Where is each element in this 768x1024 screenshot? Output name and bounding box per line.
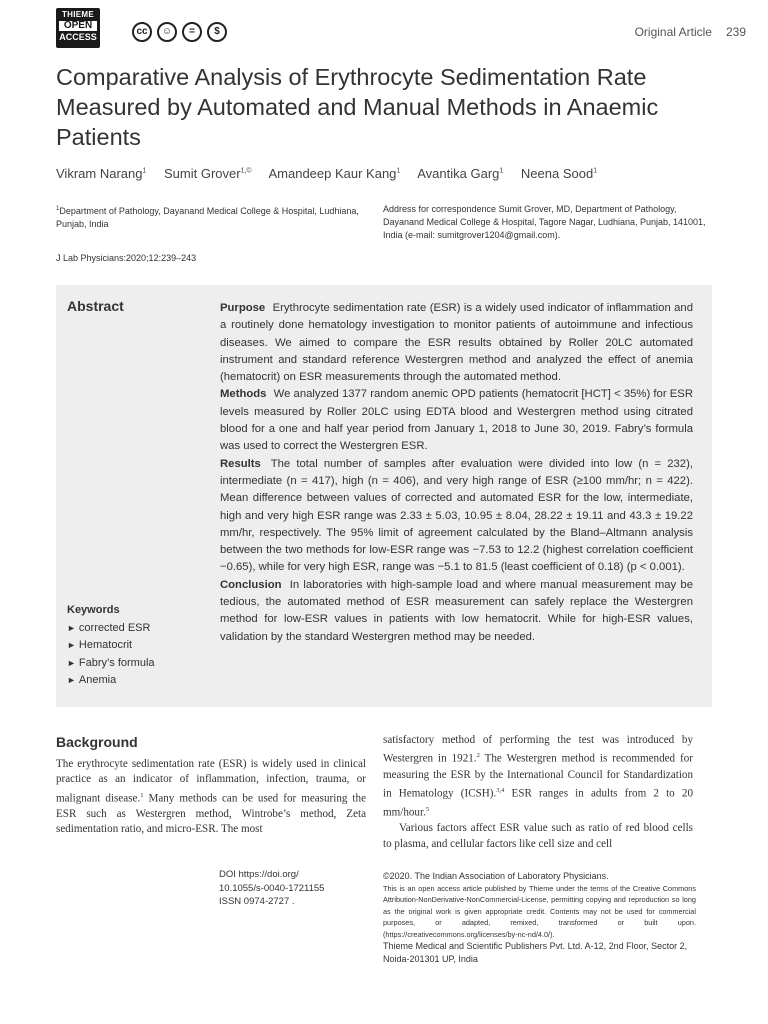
author[interactable]: Avantika Garg$^1$ — [417, 166, 504, 181]
keyword-item[interactable]: ► Fabry’s formula — [67, 656, 155, 669]
author[interactable]: Sumit Grover$^{1,©}$ — [164, 166, 252, 181]
abstract-results: Results The total number of samples after evaluation were divided into low (n = 232), intermediate (n = 417), high (n = 406), and very high range of ESR (≥100 mm/hr; n = 422). Mean difference between values of corrected and automated ESR for the low, intermediate, high and very high ESR range was 2.33 ± 5.03, 10.95 ± 8.04, 28.22 ± 19.11 and 43.3 ± 19.22 mm/hr, respectively. The 95% limit of agreement calculated by the Bland–Altmann analysis between the two methods for low-ESR range was −7.53 to 12.2 (highest correlation coefficient −0.65), while for very high ESR, range was −5.1 to 81.5 (least coefficient of 0.18) (p < 0.001). — [220, 457, 693, 574]
issn: ISSN 0974-2727 . — [219, 896, 295, 907]
non-commercial-icon: $ — [207, 22, 227, 42]
body-column-left — [56, 757, 366, 838]
reference-link[interactable]: 1 — [140, 791, 144, 799]
reference-link[interactable]: 3,4 — [496, 786, 505, 794]
author-list — [56, 166, 611, 181]
body-column-right — [383, 733, 693, 852]
reference-link[interactable]: 2 — [476, 752, 480, 760]
doi-block — [219, 868, 369, 909]
author[interactable]: Amandeep Kaur Kang$^1$ — [268, 166, 401, 181]
background-paragraph: The erythrocyte sedimentation rate (ESR) is widely used in clinical practice as an indicator of inflammation, infection, trauma, or malignant disease.$^1$ Many methods can be used for measuring the ESR such as Westergren method, Wintrobe’s method, Zeta sedimentation ratio, and micro-ESR. The most — [56, 758, 366, 836]
abstract-body — [220, 300, 693, 646]
license-icons — [132, 22, 227, 42]
publisher-address: Thieme Medical and Scientific Publishers Pvt. Ltd. A-12, 2nd Floor, Sector 2, Noida-201301 UP, India — [383, 941, 688, 964]
abstract-conclusion: Conclusion In laboratories with high-sample load and where manual measurement may be tedious, the automated method of ESR measurement can safely replace the Westergren method for low-ESR values in patients with low hematocrit. While for high-ESR values, validation by the standard Westergren method may be needed. — [220, 578, 693, 643]
keyword-item[interactable]: ► Hematocrit — [67, 639, 133, 651]
background-heading: Background — [56, 734, 138, 750]
article-title: Comparative Analysis of Erythrocyte Sedimentation Rate Measured by Automated and Manual Methods in Anaemic Patients — [56, 64, 659, 150]
abstract-purpose: Purpose Erythrocyte sedimentation rate (ESR) is a widely used indicator of inflammation and a routinely done hematology investigation to monitor patients of autoimmune and infectious diseases. We aimed to compare the ESR results obtained by Roller 20LC automated instrument and standard reference Westergren method and analyzed the effect of anemia (hematocrit) on ESR measurements through the automated method. — [220, 302, 693, 384]
license-statement: This is an open access article published by Thieme under the terms of the Creative Commons Attribution-NonDerivative-NonCommercial-License, permitting copying and reproduction so long as the original work is given appropriate credit. Contents may not be used for commercial purposes, or adapted, remixed, transformed or built upon. (https://creativecommons.org/licenses/by-nc-nd/4.0/). — [383, 883, 696, 939]
abstract-methods: Methods We analyzed 1377 random anemic OPD patients (hematocrit [HCT] < 35%) for ESR levels measured by Roller 20LC using EDTA blood and Westergren method using citrated blood for a one and half year period from January 1, 2018 to June 30, 2019. Fabry’s formula was used to correct the Westergren ESR. — [220, 388, 694, 453]
copyright-block — [383, 870, 696, 965]
logo-line-3: ACCESS — [59, 32, 97, 42]
author[interactable]: Vikram Narang$^1$ — [56, 166, 147, 181]
triangle-bullet-icon: ► — [67, 640, 76, 650]
thieme-open-access-logo — [56, 8, 100, 48]
abstract-heading: Abstract — [67, 298, 124, 314]
triangle-bullet-icon: ► — [67, 622, 76, 633]
keywords — [67, 602, 155, 690]
triangle-bullet-icon: ► — [67, 675, 76, 685]
page-number: 239 — [725, 25, 746, 39]
copyright-line: ©2020. The Indian Association of Laboratory Physicians. — [383, 871, 609, 881]
creative-commons-icon: cc — [132, 22, 152, 42]
triangle-bullet-icon: ► — [67, 657, 76, 668]
author[interactable]: Neena Sood$^1$ — [520, 166, 598, 181]
no-derivatives-icon: = — [182, 22, 202, 42]
reference-link[interactable]: 5 — [425, 806, 430, 813]
journal-citation: J Lab Physicians:2020;12:239–243 — [56, 253, 197, 263]
logo-line-2: OPEN — [59, 21, 97, 31]
affiliation: $^1$Department of Pathology, Dayanand Medical College & Hospital, Ludhiana, Punjab, India — [56, 206, 359, 229]
background-paragraph: Various factors affect ESR value such as ratio of red blood cells to plasma, and cellular factors like cell size and cell — [383, 822, 693, 850]
keyword-item[interactable]: ► corrected ESR — [67, 621, 151, 634]
running-header — [635, 25, 746, 39]
correspondence-address: Address for correspondence Sumit Grover, MD, Department of Pathology, Dayanand Medical College & Hospital, Tagore Nagar, Ludhiana, Punjab, 141001, India (e-mail: sumitgrover1204@gmail.com). — [383, 204, 706, 240]
doi-label[interactable]: DOI https://doi.org/ — [219, 869, 299, 880]
keyword-item[interactable]: ► Anemia — [67, 674, 117, 686]
keywords-heading: Keywords — [67, 604, 120, 616]
doi-value[interactable]: 10.1055/s-0040-1721155 — [219, 882, 325, 894]
background-paragraph: satisfactory method of performing the test was introduced by Westergren in 1921.$^2$ The Westergren method is recommended for measuring the ESR by the International Council for Standardization in Hematology (ICSH).$^{3,4}$ ESR ranges in adults from 2 to 20 mm/hour.$^5$ — [383, 734, 693, 819]
attribution-person-icon: ☺ — [157, 22, 177, 42]
logo-line-1: THIEME — [61, 10, 95, 19]
section-label: Original Article — [634, 25, 712, 39]
